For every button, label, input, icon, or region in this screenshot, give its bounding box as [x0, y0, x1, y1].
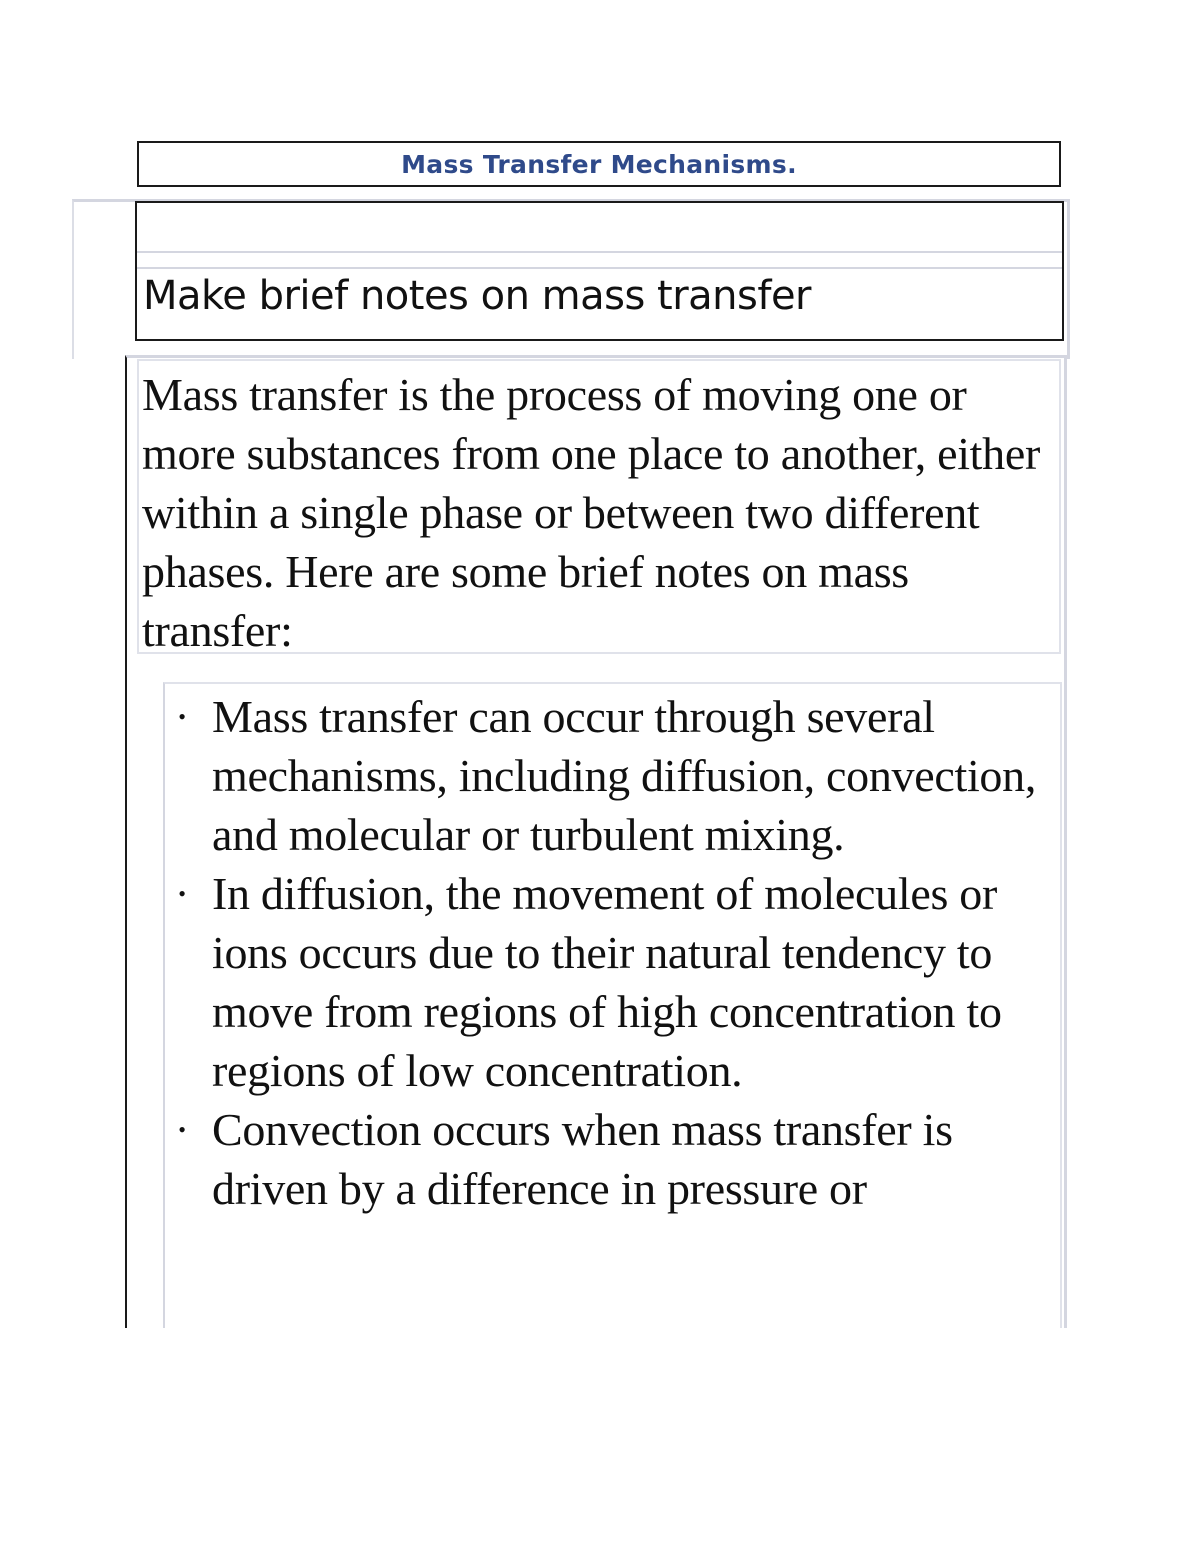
question-box	[135, 201, 1064, 341]
document-title: Mass Transfer Mechanisms.	[401, 149, 797, 179]
list-item-text: Convection occurs when mass transfer is driven by a difference in pressure or	[212, 1104, 953, 1214]
bullet-dot-icon: •	[178, 704, 186, 729]
list-item-text: Mass transfer can occur through several mechanisms, including diffusion, convection, and molecular or turbulent mixing.	[212, 691, 1037, 860]
divider	[137, 267, 1062, 269]
bullet-dot-icon: •	[178, 1117, 186, 1142]
question-prompt: Make brief notes on mass transfer	[143, 273, 811, 319]
list-item	[165, 1100, 1055, 1218]
intro-box	[137, 359, 1061, 654]
list-item	[165, 687, 1055, 864]
list-item-text: In diffusion, the movement of molecules or ions occurs due to their natural tendency to move from regions of high concentration to regions of low concentration.	[212, 868, 1002, 1096]
bullet-dot-icon: •	[178, 881, 186, 906]
notes-list-box	[163, 682, 1062, 1328]
list-item	[165, 864, 1055, 1100]
divider	[137, 251, 1062, 253]
title-box	[137, 141, 1061, 187]
intro-paragraph: Mass transfer is the process of moving one or more substances from one place to another, either within a single phase or between two different phases. Here are some brief notes on mass transfer:	[142, 369, 1041, 656]
notes-list	[165, 687, 1055, 1218]
